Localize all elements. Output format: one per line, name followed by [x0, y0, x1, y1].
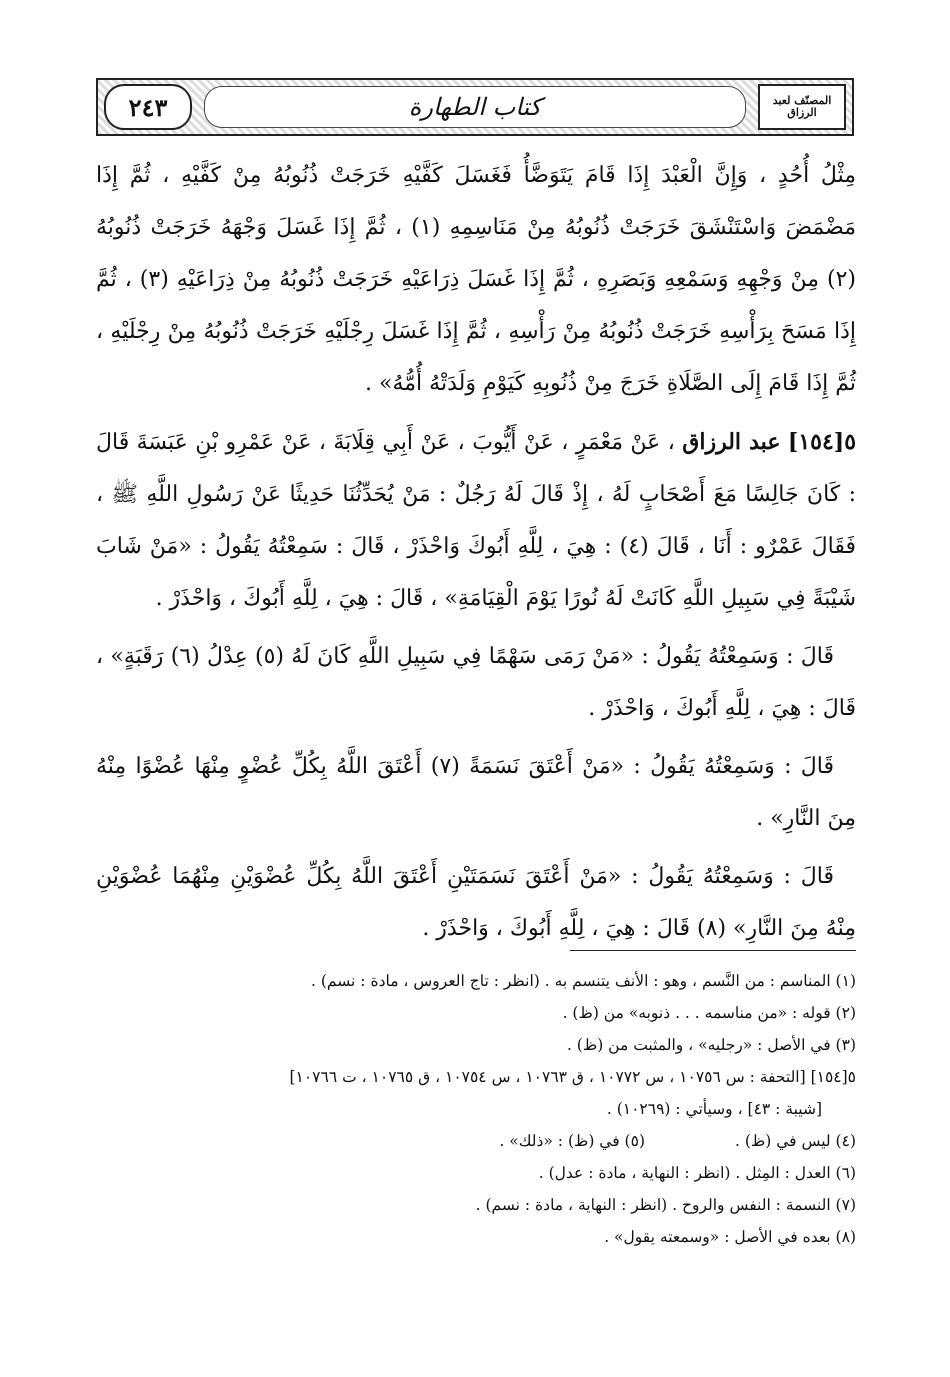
- author-name: عبد الرزاق: [682, 429, 781, 455]
- footnote-divider: [570, 950, 856, 951]
- footnote-154-shaiba: [شيبة : ٤٣] ، وسيأتي : (١٠٢٦٩) .: [606, 1100, 822, 1118]
- paragraph-5: قَالَ : وَسَمِعْتُهُ يَقُولُ : «مَنْ أَعْتَقَ نَسَمَتَيْنِ أَعْتَقَ اللَّهُ بِكُلِّ عُضْوَيْنِ مِنْهُمَا عُضْوَيْنِ مِنْهُ مِنَ النَّارِ» (٨) قَالَ : هِيَ ، لِلَّهِ أَبُوكَ ، وَاحْذَرْ .: [96, 864, 856, 941]
- footnote-pair-4-5: [96, 1125, 856, 1157]
- footnote-8: (٨) بعده في الأصل : «وسمعته يقول» .: [604, 1228, 856, 1246]
- footnote-7: (٧) النسمة : النفس والروح . (انظر : النهاية ، مادة : نسم) .: [475, 1196, 856, 1214]
- chapter-title: كتاب الطهارة: [204, 86, 746, 128]
- hadith-154: [96, 416, 856, 625]
- hadith-number: ٥[١٥٤]: [787, 429, 857, 455]
- footnote-4: (٤) ليس في (ظ) .: [735, 1132, 856, 1150]
- paragraph-4: قَالَ : وَسَمِعْتُهُ يَقُولُ : «مَنْ أَعْتَقَ نَسَمَةً (٧) أَعْتَقَ اللَّهُ بِكُلِّ عُضْوٍ مِنْهَا عُضْوًا مِنْهُ مِنَ النَّارِ» .: [96, 754, 856, 831]
- page-number: ٢٤٣: [104, 84, 192, 130]
- footnote-5: (٥) في (ظ) : «ذلك» .: [499, 1132, 645, 1150]
- footnotes: [96, 965, 856, 1253]
- footnote-1: (١) المناسم : من النَّسم ، وهو : الأنف يتنسم به . (انظر : تاج العروس ، مادة : نسم) .: [311, 972, 856, 990]
- footnote-2: (٢) قوله : «من مناسمه . . . ذنوبه» من (ظ) .: [562, 1004, 856, 1022]
- main-text: [96, 150, 856, 955]
- page-header: [96, 78, 854, 136]
- paragraph-3: قَالَ : وَسَمِعْتُهُ يَقُولُ : «مَنْ رَمَى سَهْمًا فِي سَبِيلِ اللَّهِ كَانَ لَهُ (٥) عِدْلُ (٦) رَقَبَةٍ» ، قَالَ : هِيَ ، لِلَّهِ أَبُوكَ ، وَاحْذَرْ .: [96, 644, 856, 721]
- footnote-3: (٣) في الأصل : «رجليه» ، والمثبت من (ظ) .: [566, 1036, 856, 1054]
- footnote-6: (٦) العدل : المِثل . (انظر : النهاية ، مادة : عدل) .: [538, 1164, 856, 1182]
- footnote-154-tuhfa: ٥[١٥٤] [التحفة : س ١٠٧٥٦ ، س ١٠٧٧٢ ، ق ١٠٧٦٣ ، س ١٠٧٥٤ ، ق ١٠٧٦٥ ، ت ١٠٧٦٦]: [289, 1068, 856, 1086]
- hadith-text: ، عَنْ مَعْمَرٍ ، عَنْ أَيُّوبَ ، عَنْ أَبِي قِلَابَةَ ، عَنْ عَمْرِو بْنِ عَبَسَةَ قَالَ : كَانَ جَالِسًا مَعَ أَصْحَابٍ لَهُ ، إِذْ قَالَ لَهُ رَجُلٌ : مَنْ يُحَدِّثُنَا حَدِيثًا عَنْ رَسُولِ اللَّهِ ﷺ ، فَقَالَ عَمْرٌو : أَنَا ، قَالَ (٤) : هِيَ ، لِلَّهِ أَبُوكَ وَاحْذَرْ ، قَالَ : سَمِعْتُهُ يَقُولُ : «مَنْ شَابَ شَيْبَةً فِي سَبِيلِ اللَّهِ كَانَتْ لَهُ نُورًا يَوْمَ الْقِيَامَةِ» ، قَالَ : هِيَ ، لِلَّهِ أَبُوكَ ، وَاحْذَرْ .: [96, 430, 857, 611]
- paragraph-1: مِثْلُ أُحُدٍ ، وَإِنَّ الْعَبْدَ إِذَا قَامَ يَتَوَضَّأُ فَغَسَلَ كَفَّيْهِ خَرَجَتْ ذُنُوبُهُ مِنْ كَفَّيْهِ ، ثُمَّ إِذَا مَضْمَضَ وَاسْتَنْشَقَ خَرَجَتْ ذُنُوبُهُ مِنْ مَنَاسِمِهِ (١) ، ثُمَّ إِذَا غَسَلَ وَجْهَهُ خَرَجَتْ ذُنُوبُهُ (٢) مِنْ وَجْهِهِ وَسَمْعِهِ وَبَصَرِهِ ، ثُمَّ إِذَا غَسَلَ ذِرَاعَيْهِ خَرَجَتْ ذُنُوبُهُ مِنْ ذِرَاعَيْهِ (٣) ، ثُمَّ إِذَا مَسَحَ بِرَأْسِهِ خَرَجَتْ ذُنُوبُهُ مِنْ رَأْسِهِ ، ثُمَّ إِذَا غَسَلَ رِجْلَيْهِ خَرَجَتْ ذُنُوبُهُ مِنْ رِجْلَيْهِ ، ثُمَّ إِذَا قَامَ إِلَى الصَّلَاةِ خَرَجَ مِنْ ذُنُوبِهِ كَيَوْمِ وَلَدَتْهُ أُمُّهُ» .: [96, 163, 856, 396]
- book-logo: المصنّف لعبد الرزاق: [758, 84, 846, 130]
